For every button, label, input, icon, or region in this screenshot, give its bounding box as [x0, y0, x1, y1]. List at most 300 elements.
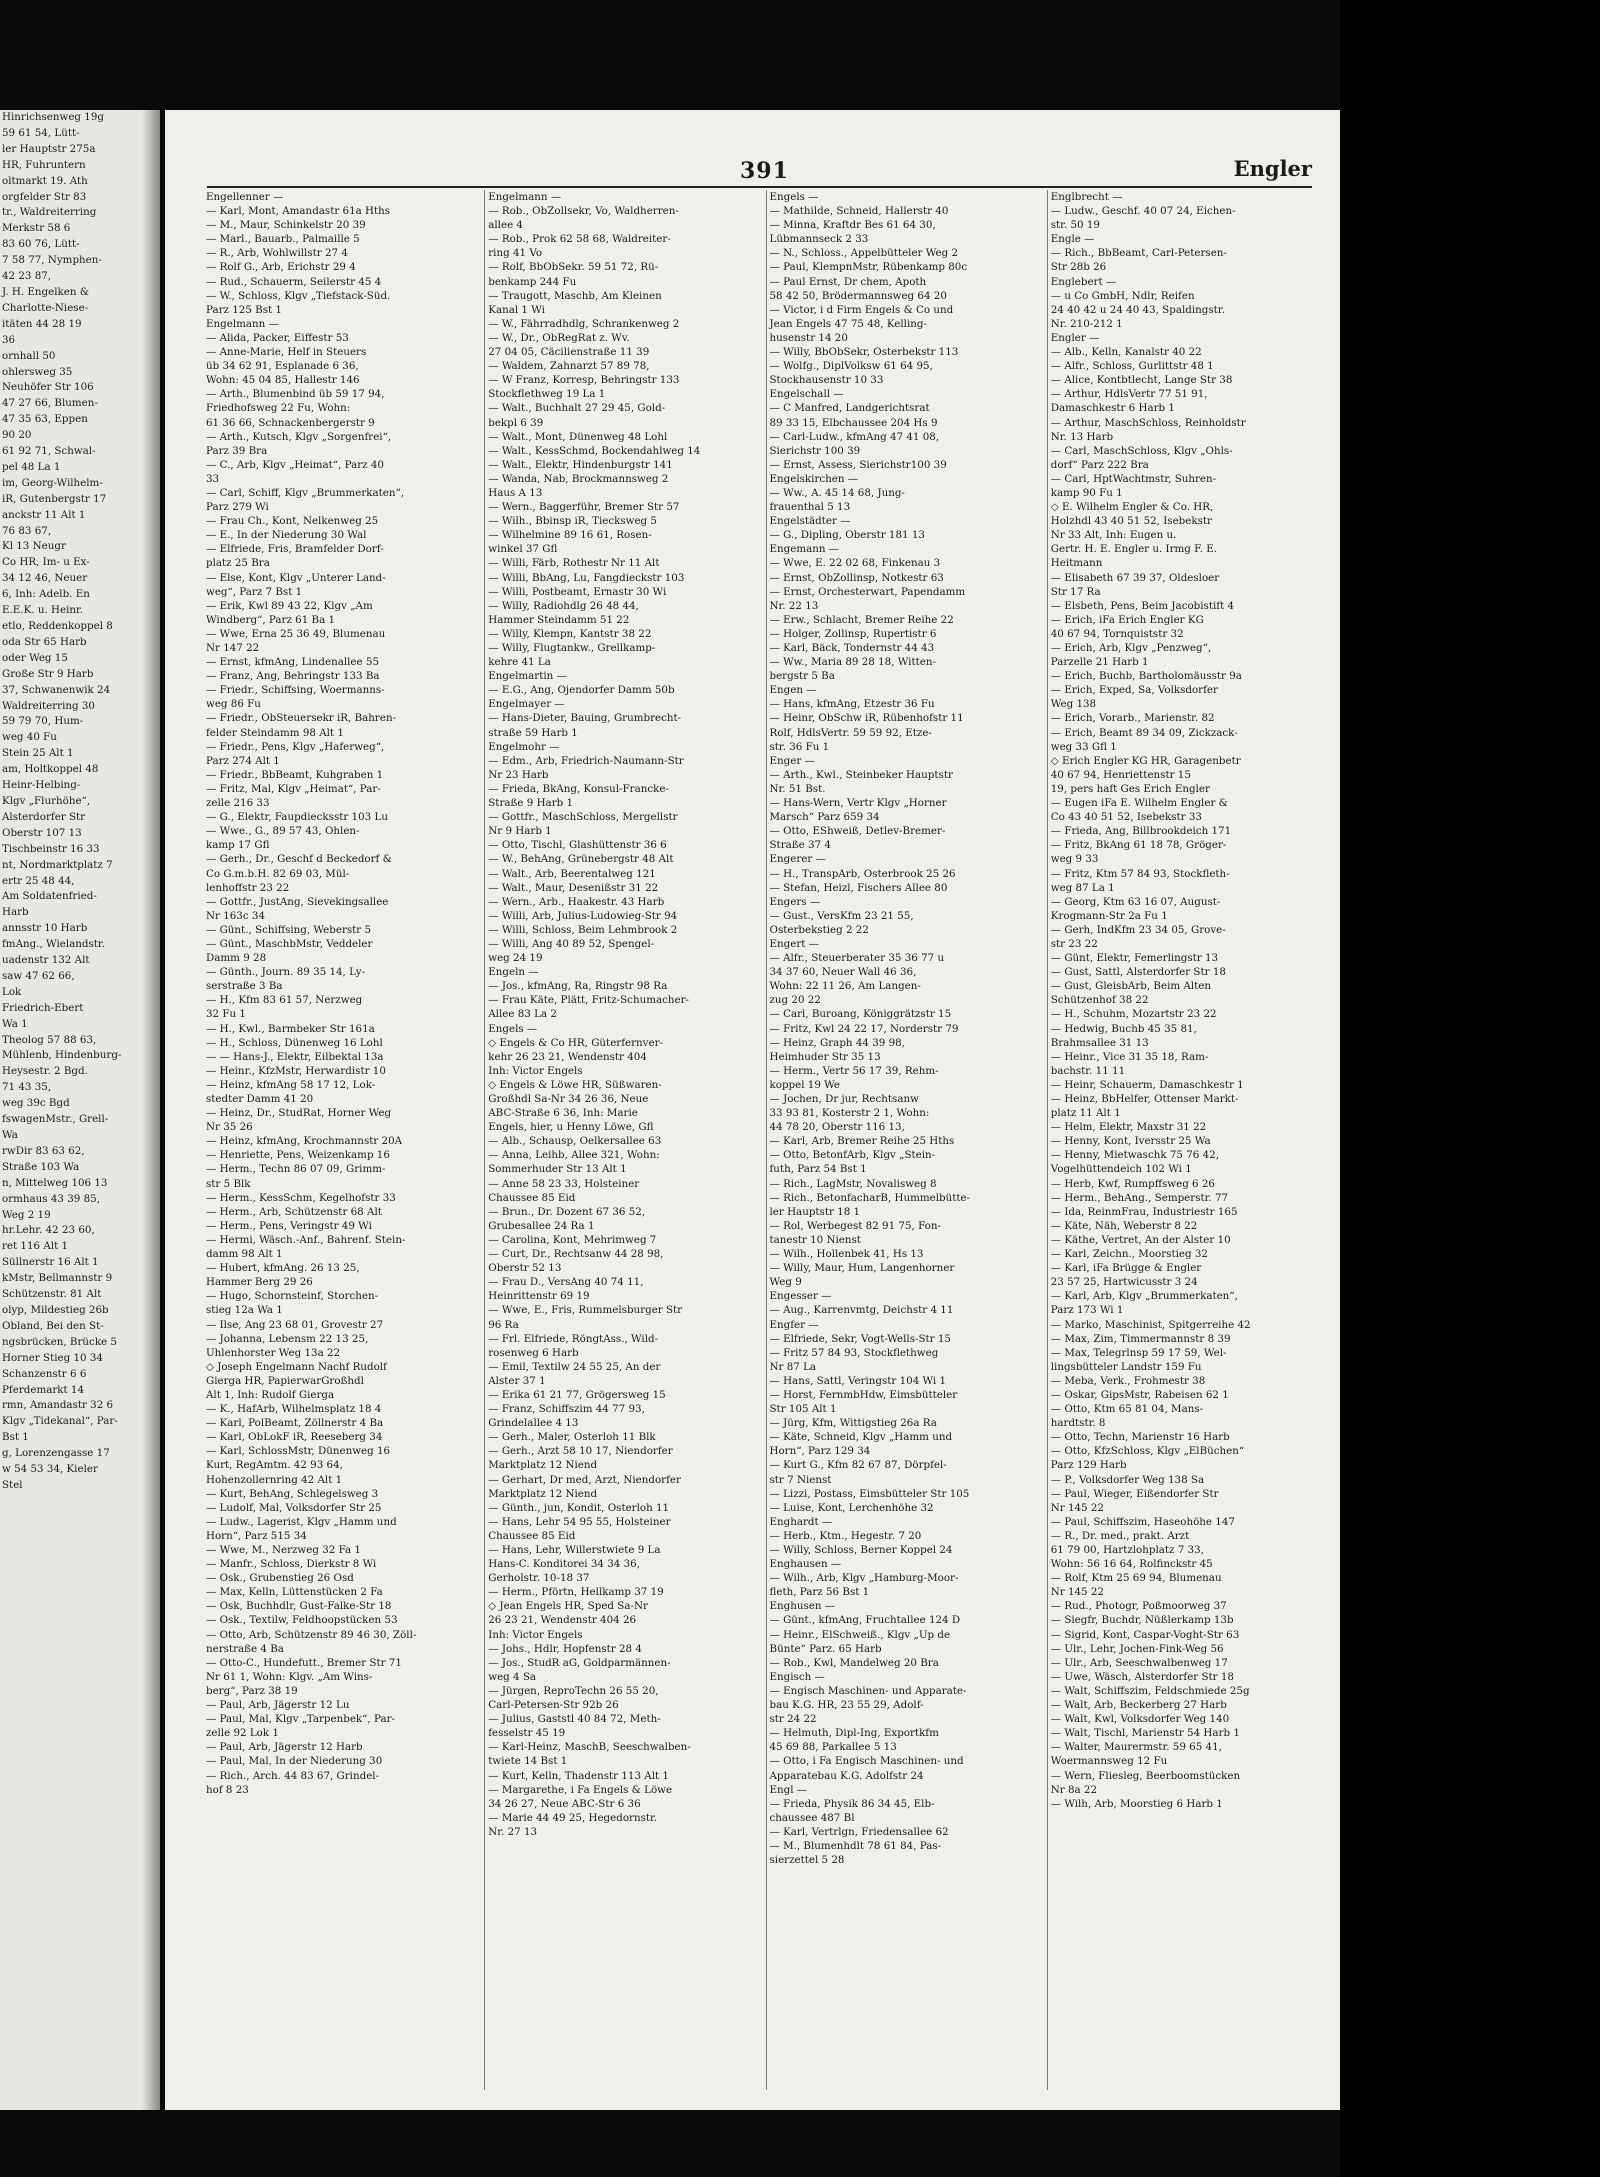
- entry-columns: [203, 190, 1322, 2090]
- directory-entry: — Ernst, Orchesterwart, Papendamm: [769, 585, 966, 598]
- directory-entry: — Edm., Arb, Friedrich-Naumann-Str: [488, 754, 684, 767]
- directory-entry: Engelmartin —: [488, 670, 567, 683]
- directory-entry: — Otto, i Fa Engisch Maschinen- und: [769, 1755, 964, 1768]
- directory-entry: Marsch“ Parz 659 34: [769, 811, 880, 824]
- facing-page-line: fswagenMstr., Grell-: [2, 1113, 109, 1126]
- directory-entry: damm 98 Alt 1: [206, 1248, 283, 1261]
- directory-entry: — Marie 44 49 25, Hegedornstr.: [488, 1811, 658, 1824]
- directory-entry: — Elsbeth, Pens, Beim Jacobistift 4: [1050, 599, 1235, 612]
- directory-entry: Enghardt —: [769, 1515, 833, 1528]
- directory-entry: Uhlenhorster Weg 13a 22: [206, 1346, 341, 1359]
- directory-entry: — Jos., StudR aG, Goldparmännen-: [488, 1656, 671, 1669]
- directory-entry: Damaschkestr 6 Harb 1: [1050, 402, 1175, 415]
- directory-entry: Vogelhüttendeich 102 Wi 1: [1050, 1163, 1192, 1176]
- directory-entry: — Anne-Marie, Helf in Steuers: [206, 346, 367, 359]
- directory-entry: — Herm., KessSchm, Kegelhofstr 33: [206, 1191, 396, 1204]
- directory-entry: Engelskirchen —: [769, 472, 859, 485]
- directory-entry: — Otto, EShweiß, Detlev-Bremer-: [769, 825, 946, 838]
- directory-entry: — Minna, Kraftdr Bes 61 64 30,: [769, 219, 936, 232]
- facing-page-line: Hinrichsenweg 19g: [2, 111, 104, 123]
- directory-entry: — Karl-Heinz, MaschB, Seeschwalben-: [488, 1741, 691, 1754]
- directory-entry: Weg 9: [769, 1276, 802, 1289]
- directory-entry: — Sigrid, Kont, Caspar-Voght-Str 63: [1050, 1628, 1240, 1641]
- directory-entry: — Wern., Baggerführ, Bremer Str 57: [488, 501, 680, 514]
- directory-entry: — Karl, iFa Brügge & Engler: [1050, 1262, 1202, 1275]
- directory-entry: ◇ Joseph Engelmann Nachf Rudolf: [206, 1360, 387, 1373]
- directory-entry: Chaussee 85 Eid: [488, 1529, 576, 1542]
- directory-entry: ◇ Erich Engler KG HR, Garagenbetr: [1050, 754, 1241, 767]
- directory-entry: — Max, Kelln, Lüttenstücken 2 Fa: [206, 1586, 383, 1599]
- directory-entry: Engels, hier, u Henny Löwe, Gfl: [488, 1121, 654, 1134]
- facing-page-line: Weg 2 19: [2, 1208, 51, 1221]
- directory-entry: Gertr. H. E. Engler u. Irmg F. E.: [1050, 543, 1218, 556]
- directory-entry: — Erich, Vorarb., Marienstr. 82: [1050, 712, 1215, 725]
- directory-entry: — Hans, Lehr 54 95 55, Holsteiner: [488, 1515, 671, 1528]
- directory-entry: — R., Arb, Wohlwillstr 27 4: [206, 247, 348, 260]
- directory-entry: — Henriette, Pens, Weizenkamp 16: [206, 1149, 390, 1162]
- directory-entry: — Heinz, BbHelfer, Ottenser Markt-: [1050, 1093, 1239, 1105]
- facing-page-line: Pferdemarkt 14: [2, 1383, 85, 1396]
- directory-entry: Inh: Victor Engels: [488, 1064, 583, 1077]
- facing-page-line: 47 27 66, Blumen-: [2, 397, 98, 410]
- facing-page-line: anckstr 11 Alt 1: [2, 508, 86, 521]
- directory-entry: — Heinr., Vice 31 35 18, Ram-: [1050, 1050, 1209, 1063]
- directory-entry: — Ww., Maria 89 28 18, Witten-: [769, 656, 936, 669]
- directory-entry: Haus A 13: [488, 486, 543, 499]
- directory-entry: twiete 14 Bst 1: [488, 1755, 568, 1768]
- directory-entry: — Arthur, MaschSchloss, Reinholdstr: [1050, 416, 1246, 429]
- directory-entry: — Manfr., Schloss, Dierkstr 8 Wi: [206, 1558, 377, 1571]
- directory-entry: Engert —: [769, 937, 819, 950]
- directory-entry: — Erik, Kwl 89 43 22, Klgv „Am: [206, 599, 373, 612]
- facing-page-line: iR, Gutenbergstr 17: [2, 492, 107, 505]
- directory-entry: — Herm., Vertr 56 17 39, Rehm-: [769, 1064, 939, 1077]
- directory-entry: — Karl, Bäck, Tondernstr 44 43: [769, 642, 935, 654]
- directory-entry: Engers —: [769, 895, 821, 908]
- directory-entry: Engelschall —: [769, 388, 844, 401]
- directory-entry: Parz 274 Alt 1: [206, 754, 280, 767]
- facing-page-line: 47 35 63, Eppen: [2, 413, 88, 426]
- directory-entry: — E.G., Ang, Ojendorfer Damm 50b: [488, 684, 675, 697]
- directory-entry: — Osk., Textilw, Feldhoopstücken 53: [206, 1614, 398, 1627]
- directory-entry: Nr. 13 Harb: [1050, 430, 1114, 443]
- directory-entry: Sierichstr 100 39: [769, 444, 861, 457]
- directory-entry: — Lizzi, Postass, Eimsbütteler Str 105: [769, 1487, 970, 1500]
- facing-page-line: weg 39c Bgd: [2, 1097, 70, 1110]
- directory-entry: Engelstädter —: [769, 515, 851, 528]
- directory-entry: ler Hauptstr 18 1: [769, 1205, 861, 1218]
- directory-entry: stieg 12a Wa 1: [206, 1304, 283, 1317]
- facing-page-line: kMstr, Bellmannstr 9: [2, 1272, 113, 1285]
- directory-entry: — Luise, Kont, Lerchenhöhe 32: [769, 1501, 934, 1514]
- directory-entry: — Wilh, Arb, Moorstieg 6 Harb 1: [1050, 1797, 1223, 1810]
- directory-entry: weg“, Parz 7 Bst 1: [206, 585, 303, 598]
- directory-entry: — Willy, BbObSekr, Osterbekstr 113: [769, 346, 959, 359]
- facing-page-line: Neuhöfer Str 106: [2, 381, 94, 394]
- directory-entry: Schützenhof 38 22: [1050, 994, 1149, 1007]
- directory-entry: — Heinz, Dr., StudRat, Horner Weg: [206, 1107, 392, 1120]
- directory-entry: Parz 173 Wi 1: [1050, 1304, 1124, 1317]
- directory-entry: Engemann —: [769, 543, 840, 556]
- directory-entry: — Ilse, Ang 23 68 01, Grovestr 27: [206, 1318, 384, 1331]
- facing-page-line: olyp, Mildestieg 26b: [2, 1303, 109, 1316]
- directory-entry: 58 42 50, Brödermannsweg 64 20: [769, 289, 947, 302]
- directory-entry: — Erich, Buchb, Bartholomäusstr 9a: [1050, 670, 1242, 683]
- directory-entry: — Günth., Journ. 89 35 14, Ly-: [206, 966, 366, 979]
- directory-entry: Hohenzollernring 42 Alt 1: [206, 1473, 343, 1486]
- directory-entry: Nr 87 La: [769, 1360, 817, 1373]
- directory-entry: — Käte, Näh, Weberstr 8 22: [1050, 1219, 1198, 1232]
- directory-entry: Engelmayer —: [488, 698, 565, 711]
- directory-entry: — N., Schloss., Appelbütteler Weg 2: [769, 247, 959, 260]
- directory-entry: üb 34 62 91, Esplanade 6 36,: [206, 360, 359, 373]
- directory-entry: — Willi, Färb, Rothestr Nr 11 Alt: [488, 557, 660, 570]
- directory-entry: — Marl., Bauarb., Palmaille 5: [206, 233, 360, 246]
- directory-entry: — M., Blumenhdlt 78 61 84, Pas-: [769, 1839, 942, 1852]
- directory-entry: — Wilh., Arb, Klgv „Hamburg-Moor-: [769, 1572, 959, 1585]
- directory-entry: — Günth., jun, Kondit, Osterloh 11: [488, 1501, 670, 1514]
- facing-page-line: Schützenstr. 81 Alt: [2, 1288, 102, 1301]
- directory-entry: — Erw., Schlacht, Bremer Reihe 22: [769, 613, 954, 626]
- directory-entry: — Carl, MaschSchloss, Klgv „Ohls-: [1050, 444, 1233, 457]
- directory-entry: kehre 41 La: [488, 656, 551, 669]
- directory-entry: — Ulr., Arb, Seeschwalbenweg 17: [1050, 1656, 1228, 1669]
- directory-entry: — Anne 58 23 33, Holsteiner: [488, 1177, 640, 1190]
- directory-entry: — W Franz, Korresp, Behringstr 133: [488, 374, 680, 387]
- directory-entry: — E., In der Niederung 30 Wal: [206, 529, 367, 542]
- directory-entry: — Heinz, kfmAng 58 17 12, Lok-: [206, 1078, 376, 1091]
- facing-page-line: Alsterdorfer Str: [2, 810, 86, 823]
- directory-entry: Nr 147 22: [206, 642, 260, 654]
- directory-entry: — Jos., kfmAng, Ra, Ringstr 98 Ra: [488, 980, 668, 993]
- facing-page-line: Straße 103 Wa: [2, 1160, 80, 1173]
- facing-page-line: 61 92 71, Schwal-: [2, 445, 96, 458]
- page-number: 391: [740, 158, 789, 184]
- directory-entry: — Brun., Dr. Dozent 67 36 52,: [488, 1205, 646, 1218]
- directory-entry: — H., Schloss, Dünenweg 16 Lohl: [206, 1036, 383, 1049]
- directory-entry: — Paul, Wieger, Eißendorfer Str: [1050, 1487, 1219, 1500]
- facing-page-line: 71 43 35,: [2, 1081, 52, 1094]
- directory-entry: — Herm., Arb, Schützenstr 68 Alt: [206, 1205, 382, 1218]
- directory-entry: — Wwe, Erna 25 36 49, Blumenau: [206, 627, 386, 640]
- directory-entry: Hans-C. Konditorei 34 34 36,: [488, 1558, 640, 1571]
- directory-entry: Weg 138: [1050, 698, 1097, 711]
- directory-entry: 34 37 60, Neuer Wall 46 36,: [769, 966, 917, 979]
- directory-entry: Nr 163c 34: [206, 909, 266, 922]
- directory-entry: str 23 22: [1050, 937, 1098, 950]
- directory-entry: — Hermi, Wäsch.-Anf., Bahrenf. Stein-: [206, 1233, 406, 1246]
- directory-entry: Apparatebau K.G. Adolfstr 24: [769, 1769, 924, 1782]
- directory-entry: — Fritz, Ktm 57 84 93, Stockfleth-: [1050, 867, 1230, 880]
- directory-entry: — Frau Käte, Plätt, Fritz-Schumacher-: [488, 994, 690, 1007]
- directory-entry: — Waldem, Zahnarzt 57 89 78,: [488, 360, 650, 373]
- directory-entry: — Alb., Schausp, Oelkersallee 63: [488, 1135, 662, 1148]
- directory-entry: — Ulr., Lehr, Jochen-Fink-Weg 56: [1050, 1642, 1224, 1655]
- directory-entry: — Walt, Tischl, Marienstr 54 Harb 1: [1050, 1727, 1240, 1740]
- directory-entry: — Helm, Elektr, Maxstr 31 22: [1050, 1121, 1207, 1134]
- directory-entry: — Gust, GleisbArb, Beim Alten: [1050, 980, 1212, 993]
- directory-entry: — Wilhelmine 89 16 61, Rosen-: [488, 529, 652, 542]
- facing-page-line: Stel: [2, 1478, 23, 1491]
- directory-entry: — Wwe, E. 22 02 68, Finkenau 3: [769, 557, 941, 570]
- directory-entry: Damm 9 28: [206, 952, 267, 965]
- directory-entry: Str 28b 26: [1050, 261, 1107, 274]
- directory-entry: Str 17 Ra: [1050, 585, 1101, 598]
- directory-entry: allee 4: [488, 219, 523, 232]
- directory-entry: — H., Kfm 83 61 57, Nerzweg: [206, 994, 363, 1007]
- directory-entry: — Wwe., G., 89 57 43, Ohlen-: [206, 825, 360, 838]
- directory-entry: weg 9 33: [1050, 853, 1099, 866]
- directory-entry: 40 67 94, Henriettenstr 15: [1050, 768, 1191, 781]
- directory-entry: 27 04 05, Cäcilienstraße 11 39: [488, 346, 650, 359]
- directory-entry: benkamp 244 Fu: [488, 275, 577, 288]
- directory-entry: 34 26 27, Neue ABC-Str 6 36: [488, 1797, 641, 1810]
- directory-entry: Brahmsallee 31 13: [1050, 1036, 1149, 1049]
- directory-entry: platz 25 Bra: [206, 557, 270, 570]
- directory-entry: Lübmannseck 2 33: [769, 233, 869, 246]
- directory-entry: Hammer Steindamm 51 22: [488, 613, 630, 626]
- directory-entry: — Osk, Buchhdlr, Gust-Falke-Str 18: [206, 1600, 392, 1613]
- directory-entry: — Heinr, ObSchw iR, Rübenhofstr 11: [769, 712, 964, 725]
- directory-entry: kehr 26 23 21, Wendenstr 404: [488, 1050, 647, 1063]
- directory-entry: — Johanna, Lebensm 22 13 25,: [206, 1332, 369, 1345]
- directory-entry: 23 57 25, Hartwicusstr 3 24: [1050, 1276, 1198, 1289]
- directory-entry: — Holger, Zollinsp, Rupertistr 6: [769, 627, 937, 640]
- directory-entry: Co G.m.b.H. 82 69 03, Mül-: [206, 867, 350, 880]
- directory-entry: — Rich., BetonfacharB, Hummelbütte-: [769, 1191, 971, 1204]
- directory-entry: str 5 Blk: [206, 1177, 251, 1190]
- facing-page-line: HR, Fuhruntern: [2, 158, 86, 171]
- directory-entry: Kurt, RegAmtm. 42 93 64,: [206, 1459, 343, 1472]
- directory-entry: — Hans-Dieter, Bauing, Grumbrecht-: [488, 712, 682, 725]
- directory-entry: — Johs., Hdlr, Hopfenstr 28 4: [488, 1642, 642, 1655]
- directory-entry: — Carl, Schiff, Klgv „Brummerkaten“,: [206, 486, 405, 499]
- directory-entry: — Frl. Elfriede, RöngtAss., Wild-: [488, 1332, 659, 1345]
- directory-entry: — Else, Kont, Klgv „Unterer Land-: [206, 571, 386, 584]
- facing-page-line: Stein 25 Alt 1: [2, 747, 74, 760]
- directory-entry: — Hugo, Schornsteinf, Storchen-: [206, 1290, 379, 1303]
- directory-entry: — Kurt G., Kfm 82 67 87, Dörpfel-: [769, 1459, 947, 1472]
- directory-entry: — Walt., Arb, Beerentalweg 121: [488, 867, 656, 880]
- directory-entry: — Mathilde, Schneid, Hallerstr 40: [769, 205, 949, 218]
- directory-entry: Windberg“, Parz 61 Ba 1: [206, 613, 336, 626]
- directory-entry: bau K.G. HR, 23 55 29, Adolf-: [769, 1699, 924, 1712]
- directory-entry: — Wolfg., DiplVolksw 61 64 95,: [769, 360, 933, 373]
- directory-entry: — Jürg, Kfm, Wittigstieg 26a Ra: [769, 1417, 937, 1430]
- directory-entry: — Frau Ch., Kont, Nelkenweg 25: [206, 515, 379, 528]
- directory-entry: Parz 39 Bra: [206, 444, 268, 457]
- directory-entry: — Paul, KlempnMstr, Rübenkamp 80c: [769, 261, 968, 274]
- directory-entry: nerstraße 4 Ba: [206, 1642, 284, 1655]
- directory-entry: Alt 1, Inh: Rudolf Gierga: [206, 1388, 335, 1401]
- directory-entry: Hammer Berg 29 26: [206, 1276, 313, 1289]
- directory-entry: — Alida, Packer, Eiffestr 53: [206, 331, 349, 344]
- directory-entry: — Anna, Leihb, Allee 321, Wohn:: [488, 1149, 660, 1162]
- directory-entry: winkel 37 Gfl: [488, 543, 558, 556]
- facing-page-line: Kl 13 Neugr: [2, 540, 66, 553]
- directory-entry: — Karl, Mont, Amandastr 61a Hths: [206, 205, 391, 218]
- directory-entry: Gierga HR, PapierwarGroßhdl: [206, 1374, 364, 1387]
- directory-entry: 44 78 20, Oberstr 116 13,: [769, 1121, 905, 1134]
- directory-entry: — Erich, iFa Erich Engler KG: [1050, 613, 1204, 626]
- directory-entry: rosenweg 6 Harb: [488, 1346, 579, 1359]
- directory-entry: Engelmann —: [206, 317, 279, 330]
- directory-entry: — Arth., Kutsch, Klgv „Sorgenfrei“,: [206, 430, 392, 443]
- directory-entry: kamp 17 Gfl: [206, 839, 270, 852]
- directory-entry: — Henny, Kont, Iversstr 25 Wa: [1050, 1135, 1211, 1148]
- directory-entry: — Jürgen, ReproTechn 26 55 20,: [488, 1684, 659, 1697]
- directory-entry: fleth, Parz 56 Bst 1: [769, 1586, 870, 1599]
- facing-page-line: oder Weg 15: [2, 651, 68, 664]
- directory-entry: weg 4 Sa: [488, 1670, 537, 1683]
- directory-entry: — Carolina, Kont, Mehrimweg 7: [488, 1233, 657, 1246]
- directory-entry: — Gerh, IndKfm 23 34 05, Grove-: [1050, 923, 1226, 936]
- directory-entry: — Ernst, kfmAng, Lindenallee 55: [206, 656, 379, 669]
- directory-entry: Engesser —: [769, 1290, 832, 1303]
- directory-entry: Nr 9 Harb 1: [488, 825, 552, 838]
- directory-entry: — Rolf, BbObSekr. 59 51 72, Rü-: [488, 261, 659, 274]
- facing-page-line: ornhall 50: [2, 349, 56, 362]
- directory-entry: — Herb, Kwf, Rumpffsweg 6 26: [1050, 1177, 1215, 1190]
- directory-entry: futh, Parz 54 Bst 1: [769, 1163, 867, 1176]
- facing-page-line: ertr 25 48 44,: [2, 874, 75, 887]
- directory-entry: — Otto-C., Hundefutt., Bremer Str 71: [206, 1656, 402, 1669]
- directory-page: [165, 110, 1340, 2110]
- facing-page-line: saw 47 62 66,: [2, 969, 75, 982]
- directory-entry: Engle —: [1050, 233, 1095, 246]
- facing-page-line: Friedrich-Ebert: [2, 1001, 84, 1014]
- directory-column-4: [1047, 190, 1322, 2090]
- directory-entry: Nr 8a 22: [1050, 1783, 1098, 1796]
- directory-entry: — Wilh., Bbinsp iR, Tiecksweg 5: [488, 515, 657, 528]
- directory-entry: — Gottfr., JustAng, Sievekingsallee: [206, 895, 389, 908]
- facing-page-line: etlo, Reddenkoppel 8: [2, 620, 113, 632]
- book-gutter: [142, 110, 160, 2110]
- facing-page-line: Harb: [2, 906, 29, 919]
- facing-page-line: ret 116 Alt 1: [2, 1240, 69, 1253]
- facing-page-line: Klgv „Flurhöhe“,: [2, 794, 91, 807]
- directory-entry: Enger —: [769, 754, 815, 767]
- directory-entry: — Hans, kfmAng, Etzestr 36 Fu: [769, 698, 935, 711]
- directory-entry: Nr 23 Harb: [488, 768, 549, 781]
- directory-entry: — Heinz, Graph 44 39 98,: [769, 1036, 905, 1049]
- facing-page-line: rwDir 83 63 62,: [2, 1144, 85, 1157]
- directory-entry: Nr 145 22: [1050, 1501, 1104, 1514]
- directory-entry: — Meba, Verk., Frohmestr 38: [1050, 1374, 1206, 1387]
- directory-entry: Heimhuder Str 35 13: [769, 1050, 881, 1063]
- directory-entry: — W., Fährradhdlg, Schrankenweg 2: [488, 317, 680, 330]
- directory-entry: dorf“ Parz 222 Bra: [1050, 458, 1149, 471]
- directory-entry: — Erich, Arb, Klgv „Penzweg“,: [1050, 642, 1212, 654]
- directory-entry: — Heinz, kfmAng, Krochmannstr 20A: [206, 1135, 403, 1148]
- directory-entry: — Ernst, ObZollinsp, Notkestr 63: [769, 571, 944, 584]
- facing-page-line: Oberstr 107 13: [2, 826, 82, 839]
- facing-page-line: J. H. Engelken &: [2, 285, 89, 298]
- facing-page-line: w 54 53 34, Kieler: [2, 1463, 98, 1476]
- directory-entry: — Carl, HptWachtmstr, Suhren-: [1050, 472, 1217, 485]
- directory-entry: — Günt., Schiffsing, Weberstr 5: [206, 923, 372, 936]
- directory-entry: Nr. 27 13: [488, 1825, 538, 1838]
- directory-entry: sierzettel 5 28: [769, 1854, 845, 1867]
- directory-entry: Engels —: [769, 191, 819, 203]
- directory-entry: — Paul, Mal, Klgv „Tarpenbek“, Par-: [206, 1713, 395, 1726]
- directory-entry: Chaussee 85 Eid: [488, 1191, 576, 1204]
- directory-entry: zelle 216 33: [206, 797, 270, 810]
- directory-entry: — Paul, Schiffszim, Haseohöhe 147: [1050, 1515, 1235, 1528]
- directory-entry: — Günt., MaschbMstr, Veddeler: [206, 937, 373, 950]
- directory-entry: straße 59 Harb 1: [488, 726, 578, 739]
- directory-entry: — Walt., Mont, Dünenweg 48 Lohl: [488, 430, 668, 443]
- directory-entry: Marktplatz 12 Niend: [488, 1487, 598, 1500]
- directory-entry: — Elisabeth 67 39 37, Oldesloer: [1050, 571, 1220, 584]
- directory-entry: Parz 279 Wi: [206, 501, 269, 514]
- directory-entry: tanestr 10 Nienst: [769, 1233, 861, 1246]
- directory-entry: — Hans-Wern, Vertr Klgv „Horner: [769, 797, 947, 810]
- directory-entry: Engellenner —: [206, 191, 284, 203]
- directory-entry: 33 93 81, Kosterstr 2 1, Wohn:: [769, 1107, 930, 1120]
- directory-entry: — Ernst, Assess, Sierichstr100 39: [769, 458, 947, 471]
- directory-entry: weg 86 Fu: [206, 698, 261, 711]
- facing-page-line: 34 12 46, Neuer: [2, 572, 88, 585]
- facing-page-text: [0, 110, 160, 1494]
- directory-entry: Engerer —: [769, 853, 826, 866]
- directory-entry: — Wwe, M., Nerzweg 32 Fa 1: [206, 1544, 361, 1556]
- directory-entry: — Walter, Maurermstr. 59 65 41,: [1050, 1741, 1222, 1754]
- directory-entry: Sommerhuder Str 13 Alt 1: [488, 1163, 627, 1176]
- facing-page-line: nt, Nordmarktplatz 7: [2, 858, 113, 871]
- facing-page-line: ngsbrücken, Brücke 5: [2, 1335, 117, 1348]
- directory-entry: Stockhausenstr 10 33: [769, 374, 884, 387]
- directory-entry: — Alfr., Steuerberater 35 36 77 u: [769, 952, 945, 965]
- directory-entry: — R., Dr. med., prakt. Arzt: [1050, 1529, 1190, 1542]
- directory-entry: — Willi, Arb, Julius-Ludowieg-Str 94: [488, 909, 678, 922]
- directory-entry: Engels —: [488, 1022, 538, 1035]
- directory-entry: Allee 83 La 2: [488, 1008, 557, 1021]
- directory-entry: — Paul, Mal, In der Niederung 30: [206, 1755, 383, 1768]
- directory-entry: — Ww., A. 45 14 68, Jung-: [769, 486, 905, 499]
- facing-page-line: Große Str 9 Harb: [2, 667, 94, 680]
- directory-entry: serstraße 3 Ba: [206, 980, 283, 993]
- directory-entry: — Kurt, Kelln, Thadenstr 113 Alt 1: [488, 1769, 669, 1782]
- directory-entry: — Fritz, Kwl 24 22 17, Norderstr 79: [769, 1022, 959, 1035]
- directory-entry: — Paul, Arb, Jägerstr 12 Lu: [206, 1699, 350, 1712]
- directory-entry: Nr. 22 13: [769, 599, 819, 612]
- directory-entry: — Curt, Dr., Rechtsanw 44 28 98,: [488, 1248, 664, 1261]
- directory-entry: — Rich., Arch. 44 83 67, Grindel-: [206, 1769, 380, 1782]
- directory-entry: — Max, Telegrlnsp 59 17 59, Wel-: [1050, 1346, 1227, 1359]
- facing-page-line: Klgv „Tidekanal“, Par-: [2, 1415, 118, 1428]
- directory-entry: — Heinr., ElSchweiß., Klgv „Up de: [769, 1628, 951, 1641]
- facing-page-line: ormhaus 43 39 85,: [2, 1192, 100, 1205]
- facing-page-line: Bst 1: [2, 1431, 29, 1444]
- directory-entry: 40 67 94, Tornquiststr 32: [1050, 627, 1184, 640]
- directory-entry: — H., TranspArb, Osterbrook 25 26: [769, 867, 956, 880]
- directory-entry: Alster 37 1: [488, 1374, 546, 1387]
- directory-entry: ring 41 Vo: [488, 247, 543, 260]
- directory-entry: — Friedr., BbBeamt, Kuhgraben 1: [206, 768, 384, 781]
- directory-entry: Wohn: 56 16 64, Rolfinckstr 45: [1050, 1558, 1213, 1571]
- directory-entry: bekpl 6 39: [488, 416, 544, 429]
- directory-entry: — Franz, Ang, Behringstr 133 Ba: [206, 670, 380, 683]
- directory-entry: Parz 129 Harb: [1050, 1459, 1127, 1472]
- directory-entry: Kanal 1 Wi: [488, 303, 545, 316]
- directory-entry: — Ludw., Lagerist, Klgv „Hamm und: [206, 1515, 397, 1528]
- directory-entry: — Willy, Maur, Hum, Langenhorner: [769, 1262, 955, 1275]
- directory-entry: Engelmann —: [488, 191, 562, 203]
- directory-entry: — Gerh., Dr., Geschf d Beckedorf &: [206, 853, 392, 866]
- directory-entry: — Herb., Ktm., Hegestr. 7 20: [769, 1529, 922, 1542]
- facing-page-line: Heinr-Helbing-: [2, 779, 81, 792]
